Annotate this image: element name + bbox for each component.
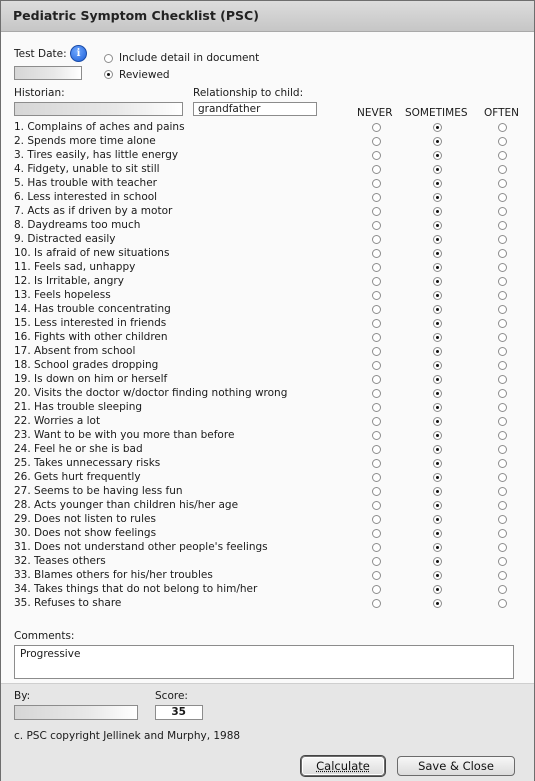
checklist-radio-sometimes[interactable] [433,137,442,146]
checklist-radio-never[interactable] [372,137,381,146]
checklist-radio-never[interactable] [372,557,381,566]
checklist-item-label: 28. Acts younger than children his/her age [14,499,239,511]
checklist-item-label: 26. Gets hurt frequently [14,471,141,483]
checklist-radio-often[interactable] [498,529,507,538]
checklist-item-label: 24. Feel he or she is bad [14,443,143,455]
checklist-radio-often[interactable] [498,291,507,300]
checklist-radio-never[interactable] [372,221,381,230]
save-close-button[interactable]: Save & Close [397,756,515,776]
checklist-item-label: 23. Want to be with you more than before [14,429,235,441]
checklist-radio-often[interactable] [498,389,507,398]
checklist-radio-never[interactable] [372,193,381,202]
checklist-radio-sometimes[interactable] [433,291,442,300]
by-field[interactable] [14,705,138,720]
checklist-item-label: 11. Feels sad, unhappy [14,261,136,273]
checklist-radio-often[interactable] [498,361,507,370]
checklist-radio-never[interactable] [372,249,381,258]
checklist-radio-sometimes[interactable] [433,207,442,216]
checklist-radio-often[interactable] [498,137,507,146]
checklist-radio-often[interactable] [498,431,507,440]
comments-textarea[interactable]: Progressive [14,645,514,679]
checklist-radio-often[interactable] [498,417,507,426]
checklist-radio-sometimes[interactable] [433,431,442,440]
checklist-radio-often[interactable] [498,557,507,566]
checklist-radio-never[interactable] [372,473,381,482]
checklist-item-label: 14. Has trouble concentrating [14,303,171,315]
reviewed-label: Reviewed [119,69,170,81]
test-date-label: Test Date: [14,48,67,60]
column-never: NEVER [357,107,393,119]
form-content [1,32,534,683]
checklist-radio-sometimes[interactable] [433,263,442,272]
checklist-radio-sometimes[interactable] [433,487,442,496]
checklist-item-label: 16. Fights with other children [14,331,168,343]
checklist-item-label: 27. Seems to be having less fun [14,485,183,497]
checklist-radio-sometimes[interactable] [433,417,442,426]
checklist-item-label: 1. Complains of aches and pains [14,121,185,133]
include-detail-label: Include detail in document [119,52,260,64]
title-bar [1,1,534,32]
checklist-radio-never[interactable] [372,515,381,524]
footer [1,683,534,781]
checklist-radio-often[interactable] [498,277,507,286]
checklist-radio-never[interactable] [372,277,381,286]
checklist-item-label: 22. Worries a lot [14,415,101,427]
checklist-radio-never[interactable] [372,291,381,300]
checklist-radio-often[interactable] [498,333,507,342]
checklist-item-label: 5. Has trouble with teacher [14,177,157,189]
checklist-radio-often[interactable] [498,515,507,524]
checklist-radio-often[interactable] [498,445,507,454]
checklist-radio-sometimes[interactable] [433,193,442,202]
historian-label: Historian: [14,87,65,99]
checklist-radio-never[interactable] [372,123,381,132]
checklist-radio-often[interactable] [498,151,507,160]
checklist-radio-sometimes[interactable] [433,375,442,384]
checklist-radio-sometimes[interactable] [433,543,442,552]
checklist-item-label: 6. Less interested in school [14,191,158,203]
checklist-radio-never[interactable] [372,445,381,454]
checklist-item-label: 9. Distracted easily [14,233,116,245]
test-date-field[interactable] [14,66,82,80]
checklist-radio-never[interactable] [372,501,381,510]
checklist-item-label: 34. Takes things that do not belong to him/her [14,583,258,595]
checklist-radio-often[interactable] [498,221,507,230]
checklist-radio-often[interactable] [498,473,507,482]
checklist-radio-sometimes[interactable] [433,333,442,342]
copyright-text: c. PSC copyright Jellinek and Murphy, 1988 [14,730,241,742]
checklist-radio-often[interactable] [498,235,507,244]
checklist-item-label: 31. Does not understand other people's feelings [14,541,268,553]
checklist-radio-often[interactable] [498,305,507,314]
checklist-radio-often[interactable] [498,193,507,202]
checklist-item-label: 13. Feels hopeless [14,289,111,301]
column-often: OFTEN [484,107,520,119]
checklist-radio-never[interactable] [372,529,381,538]
checklist-radio-never[interactable] [372,585,381,594]
checklist-radio-never[interactable] [372,347,381,356]
checklist-radio-never[interactable] [372,459,381,468]
checklist-radio-often[interactable] [498,459,507,468]
comments-label: Comments: [14,630,75,642]
checklist-radio-never[interactable] [372,417,381,426]
checklist-radio-sometimes[interactable] [433,221,442,230]
checklist-item-label: 7. Acts as if driven by a motor [14,205,173,217]
checklist-radio-sometimes[interactable] [433,165,442,174]
checklist-radio-sometimes[interactable] [433,473,442,482]
checklist-item-label: 33. Blames others for his/her troubles [14,569,213,581]
checklist-radio-often[interactable] [498,543,507,552]
checklist-radio-never[interactable] [372,305,381,314]
checklist-item-label: 10. Is afraid of new situations [14,247,170,259]
checklist-radio-sometimes[interactable] [433,501,442,510]
checklist-radio-sometimes[interactable] [433,557,442,566]
score-field[interactable]: 35 [155,705,203,720]
checklist-item-label: 30. Does not show feelings [14,527,157,539]
checklist-item-label: 12. Is Irritable, angry [14,275,124,287]
checklist-radio-sometimes[interactable] [433,571,442,580]
checklist-radio-sometimes[interactable] [433,347,442,356]
window-title: Pediatric Symptom Checklist (PSC) [13,8,259,23]
checklist-radio-sometimes[interactable] [433,529,442,538]
checklist-item-label: 4. Fidgety, unable to sit still [14,163,160,175]
checklist-radio-never[interactable] [372,403,381,412]
calculate-button-label: Calculate [316,759,370,773]
checklist-radio-often[interactable] [498,487,507,496]
checklist-radio-never[interactable] [372,151,381,160]
checklist-radio-sometimes[interactable] [433,151,442,160]
checklist-radio-often[interactable] [498,403,507,412]
checklist-radio-often[interactable] [498,375,507,384]
checklist-radio-never[interactable] [372,333,381,342]
checklist-radio-sometimes[interactable] [433,459,442,468]
checklist-radio-often[interactable] [498,179,507,188]
checklist-radio-never[interactable] [372,571,381,580]
checklist-radio-often[interactable] [498,585,507,594]
checklist-item-label: 32. Teases others [14,555,106,567]
checklist-radio-never[interactable] [372,487,381,496]
checklist-radio-never[interactable] [372,319,381,328]
checklist-radio-sometimes[interactable] [433,403,442,412]
checklist-radio-sometimes[interactable] [433,305,442,314]
historian-field[interactable] [14,102,183,116]
checklist-item-label: 21. Has trouble sleeping [14,401,143,413]
checklist-radio-often[interactable] [498,501,507,510]
score-label: Score: [155,690,188,702]
calculate-button[interactable] [301,756,385,776]
by-label: By: [14,690,31,702]
checklist-item-label: 17. Absent from school [14,345,136,357]
checklist-radio-never[interactable] [372,599,381,608]
checklist-radio-never[interactable] [372,375,381,384]
checklist-item-label: 15. Less interested in friends [14,317,167,329]
checklist-radio-often[interactable] [498,123,507,132]
checklist-radio-sometimes[interactable] [433,277,442,286]
checklist-radio-never[interactable] [372,361,381,370]
checklist-radio-never[interactable] [372,165,381,174]
checklist-item-label: 19. Is down on him or herself [14,373,168,385]
checklist-radio-sometimes[interactable] [433,235,442,244]
info-icon[interactable]: i [70,45,87,62]
relationship-field[interactable]: grandfather [193,102,317,116]
checklist-item-label: 8. Daydreams too much [14,219,141,231]
checklist-item-label: 25. Takes unnecessary risks [14,457,161,469]
checklist-item-label: 29. Does not listen to rules [14,513,156,525]
checklist-radio-sometimes[interactable] [433,361,442,370]
column-sometimes: SOMETIMES [405,107,468,119]
checklist-radio-sometimes[interactable] [433,599,442,608]
reviewed-radio[interactable] [104,70,113,79]
include-detail-radio[interactable] [104,54,113,63]
checklist-radio-often[interactable] [498,571,507,580]
checklist-radio-sometimes[interactable] [433,445,442,454]
checklist-radio-never[interactable] [372,543,381,552]
checklist-radio-never[interactable] [372,207,381,216]
checklist-radio-often[interactable] [498,263,507,272]
checklist-radio-never[interactable] [372,389,381,398]
checklist-radio-often[interactable] [498,319,507,328]
checklist-item-label: 18. School grades dropping [14,359,159,371]
checklist-radio-sometimes[interactable] [433,249,442,258]
checklist-item-label: 20. Visits the doctor w/doctor finding nothing wrong [14,387,288,399]
checklist-item-label: 35. Refuses to share [14,597,122,609]
relationship-label: Relationship to child: [193,87,304,99]
checklist-radio-never[interactable] [372,235,381,244]
checklist-radio-sometimes[interactable] [433,515,442,524]
checklist-radio-never[interactable] [372,263,381,272]
checklist-radio-often[interactable] [498,249,507,258]
checklist-radio-often[interactable] [498,347,507,356]
checklist-radio-often[interactable] [498,207,507,216]
checklist-radio-never[interactable] [372,179,381,188]
checklist-radio-sometimes[interactable] [433,123,442,132]
checklist-item-label: 3. Tires easily, has little energy [14,149,179,161]
checklist-radio-sometimes[interactable] [433,319,442,328]
checklist-item-label: 2. Spends more time alone [14,135,156,147]
checklist-radio-often[interactable] [498,599,507,608]
checklist-radio-sometimes[interactable] [433,389,442,398]
checklist-radio-sometimes[interactable] [433,585,442,594]
checklist-radio-never[interactable] [372,431,381,440]
checklist-radio-sometimes[interactable] [433,179,442,188]
checklist-radio-often[interactable] [498,165,507,174]
